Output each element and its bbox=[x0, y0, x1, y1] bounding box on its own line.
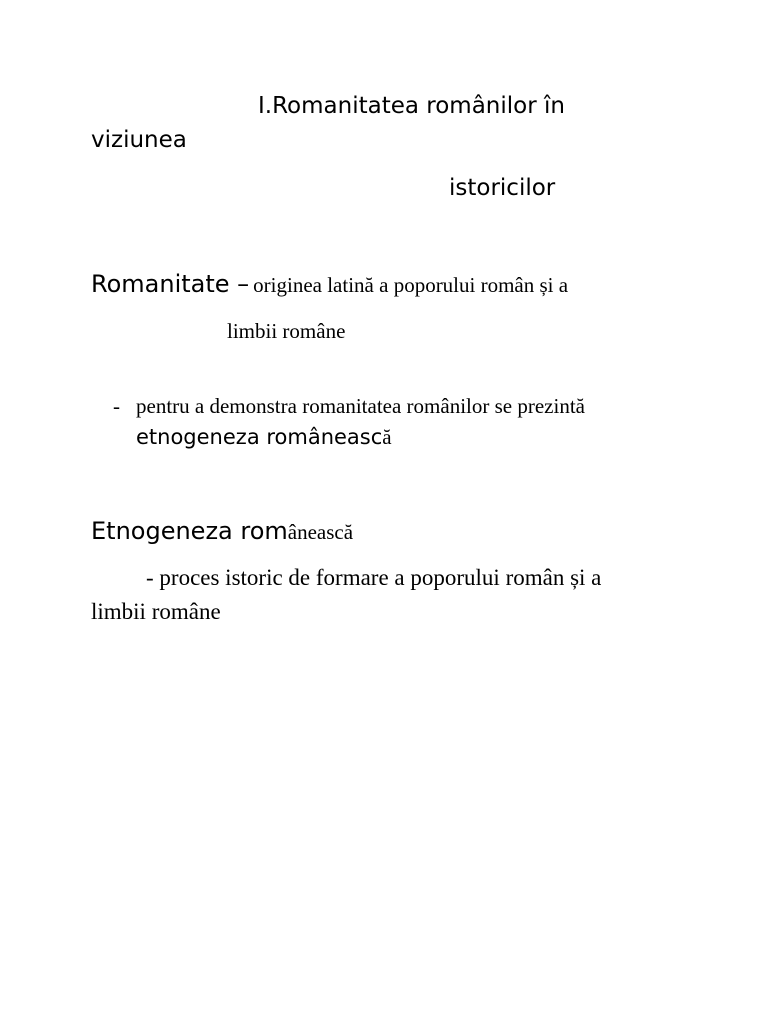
bullet-term-end: ă bbox=[382, 425, 392, 449]
definition-romanitate bbox=[91, 270, 568, 298]
bullet-term: etnogeneza româneasc bbox=[136, 425, 383, 449]
etnogeneza-definition-line-2: limbii române bbox=[91, 599, 221, 624]
term-romanitate: Romanitate – bbox=[91, 270, 250, 298]
bullet-line-2 bbox=[136, 425, 392, 450]
bullet-marker: - bbox=[113, 394, 120, 418]
definition-continuation: limbii române bbox=[227, 319, 346, 343]
title-line-1: I.Romanitatea românilor în bbox=[258, 93, 565, 119]
definition-text: originea latină a poporului român și a bbox=[253, 273, 569, 297]
title-line-3: istoricilor bbox=[449, 175, 556, 201]
bullet-line-1: pentru a demonstra romanitatea românilor se prezintă bbox=[136, 394, 585, 418]
etnogeneza-definition-line-1: - proces istoric de formare a poporului român și a bbox=[146, 565, 602, 590]
term-etnogeneza: Etnogeneza rom bbox=[91, 517, 288, 545]
term-etnogeneza-end: ânească bbox=[287, 520, 354, 544]
definition-etnogeneza bbox=[91, 517, 353, 545]
title-line-2: viziunea bbox=[91, 127, 187, 153]
